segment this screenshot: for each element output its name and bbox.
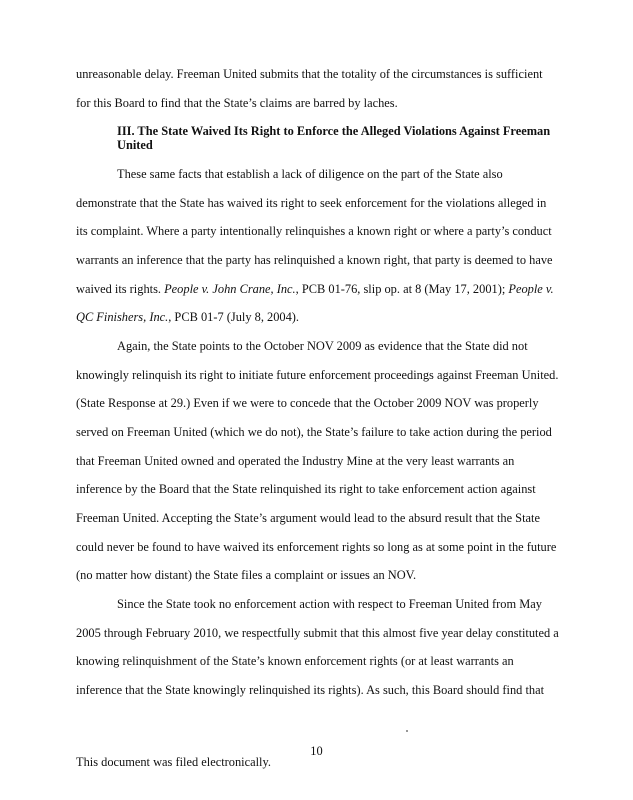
paragraph-line: 2005 through February 2010, we respectfully submit that this almost five year delay constituted a <box>76 626 559 640</box>
citation-line <box>76 282 554 297</box>
paragraph-line: knowingly relinquish its right to initiate future enforcement proceedings against Freeman United. <box>76 368 559 382</box>
section-heading: United <box>117 138 153 152</box>
case-citation: People v. <box>508 282 554 296</box>
scan-speck <box>406 730 408 732</box>
paragraph-line: warrants an inference that the party has relinquished a known right, that party is deemed to have <box>76 253 553 267</box>
paragraph-line: inference that the State knowingly relinquished its rights). As such, this Board should find that <box>76 683 545 697</box>
paragraph-line: for this Board to find that the State’s claims are barred by laches. <box>76 96 398 110</box>
paragraph-line: Again, the State points to the October NOV 2009 as evidence that the State did not <box>117 339 528 353</box>
case-citation: People v. John Crane, Inc. <box>164 282 296 296</box>
text-segment: , PCB 01-76, slip op. at 8 (May 17, 2001); <box>295 282 509 296</box>
paragraph-line: These same facts that establish a lack of diligence on the part of the State also <box>117 167 503 181</box>
case-citation: QC Finishers, Inc. <box>76 310 169 324</box>
paragraph-line: served on Freeman United (which we do not), the State’s failure to take action during the period <box>76 425 552 439</box>
section-heading: III. The State Waived Its Right to Enforce the Alleged Violations Against Freeman <box>117 124 551 138</box>
citation-line <box>76 310 299 325</box>
page-number: 10 <box>310 744 323 758</box>
text-segment: , PCB 01-7 (July 8, 2004). <box>168 310 300 324</box>
paragraph-line: unreasonable delay. Freeman United submits that the totality of the circumstances is sufficient <box>76 67 543 81</box>
paragraph-line: Since the State took no enforcement action with respect to Freeman United from May <box>117 597 542 611</box>
paragraph-line: (no matter how distant) the State files a complaint or issues an NOV. <box>76 568 417 582</box>
paragraph-line: knowing relinquishment of the State’s known enforcement rights (or at least warrants an <box>76 654 514 668</box>
paragraph-line: its complaint. Where a party intentionally relinquishes a known right or where a party’s conduct <box>76 224 552 238</box>
paragraph-line: could never be found to have waived its enforcement rights so long as at some point in the future <box>76 540 557 554</box>
filing-footer: This document was filed electronically. <box>76 755 271 769</box>
text-segment: waived its rights. <box>76 282 165 296</box>
paragraph-line: inference by the Board that the State relinquished its right to take enforcement action against <box>76 482 536 496</box>
paragraph-line: that Freeman United owned and operated the Industry Mine at the very least warrants an <box>76 454 515 468</box>
paragraph-line: (State Response at 29.) Even if we were to concede that the October 2009 NOV was properly <box>76 396 539 410</box>
paragraph-line: demonstrate that the State has waived its right to seek enforcement for the violations alleged in <box>76 196 547 210</box>
paragraph-line: Freeman United. Accepting the State’s argument would lead to the absurd result that the State <box>76 511 540 525</box>
